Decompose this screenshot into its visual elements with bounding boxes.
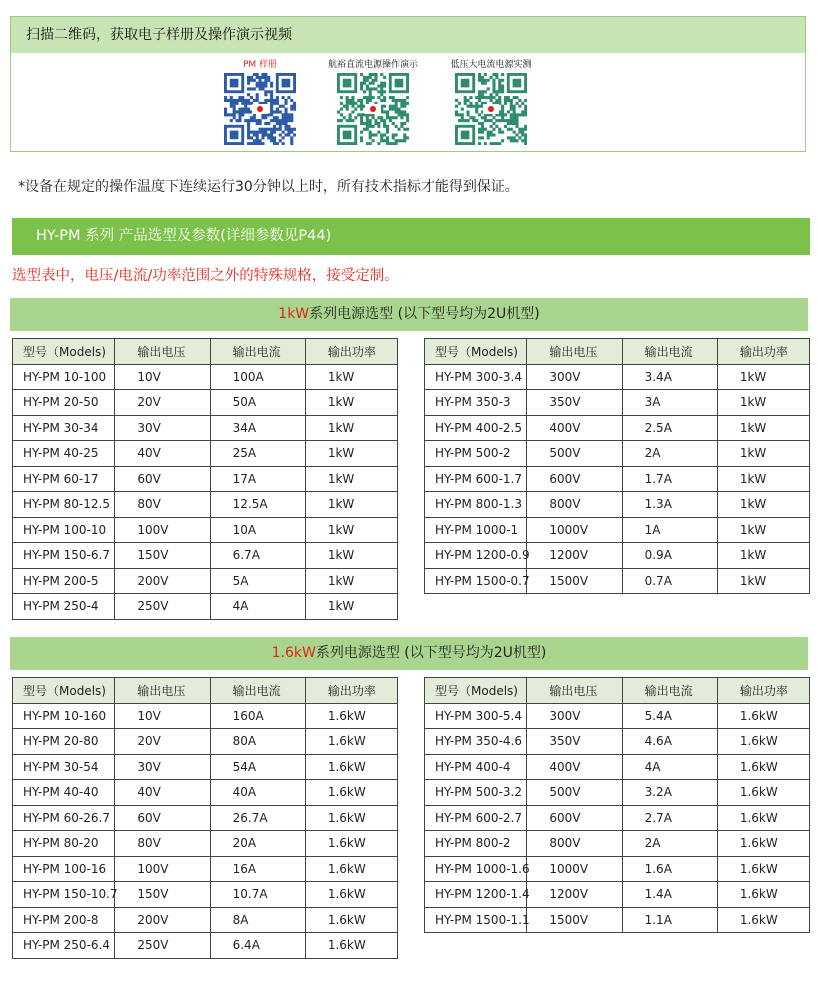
table-row [13, 466, 398, 492]
power-cell: 1kW [305, 492, 397, 518]
table-row [425, 754, 810, 780]
current-cell: 0.7A [622, 568, 717, 594]
table-row [425, 415, 810, 441]
voltage-cell: 1000V [527, 856, 622, 882]
power-cell: 1kW [305, 543, 397, 569]
model-cell: HY-PM 200-5 [13, 568, 115, 594]
model-cell: HY-PM 100-10 [13, 517, 115, 543]
voltage-cell: 20V [115, 390, 210, 416]
current-cell: 1.7A [622, 466, 717, 492]
table-row [13, 543, 398, 569]
current-cell: 160A [210, 703, 305, 729]
power-cell: 1.6kW [717, 831, 809, 857]
voltage-cell: 800V [527, 492, 622, 518]
table-row [425, 703, 810, 729]
table-row [13, 729, 398, 755]
model-cell: HY-PM 60-26.7 [13, 805, 115, 831]
power-cell: 1.6kW [717, 780, 809, 806]
current-cell: 26.7A [210, 805, 305, 831]
voltage-cell: 150V [115, 882, 210, 908]
power-cell: 1.6kW [717, 882, 809, 908]
power-cell: 1kW [717, 415, 809, 441]
power-cell: 1kW [717, 466, 809, 492]
voltage-cell: 600V [527, 466, 622, 492]
current-cell: 4A [210, 594, 305, 620]
power-cell: 1kW [717, 390, 809, 416]
power-cell: 1.6kW [717, 729, 809, 755]
power-label: 1.6kW [271, 645, 316, 661]
voltage-cell: 250V [115, 594, 210, 620]
voltage-cell: 30V [115, 754, 210, 780]
power-cell: 1.6kW [305, 780, 397, 806]
model-cell: HY-PM 200-8 [13, 907, 115, 933]
power-cell: 1kW [717, 492, 809, 518]
current-cell: 40A [210, 780, 305, 806]
model-cell: HY-PM 30-54 [13, 754, 115, 780]
table-row [13, 390, 398, 416]
power-cell: 1.6kW [717, 907, 809, 933]
voltage-cell: 40V [115, 780, 210, 806]
table-row [13, 441, 398, 467]
table-row [425, 492, 810, 518]
header-output-voltage: 输出电压 [115, 678, 210, 704]
current-cell: 4.6A [622, 729, 717, 755]
model-cell: HY-PM 1500-1.1 [425, 907, 527, 933]
current-cell: 6.7A [210, 543, 305, 569]
header-output-current: 输出电流 [210, 339, 305, 365]
header-output-voltage: 输出电压 [527, 339, 622, 365]
model-cell: HY-PM 800-2 [425, 831, 527, 857]
voltage-cell: 200V [115, 907, 210, 933]
power-cell: 1.6kW [717, 856, 809, 882]
model-cell: HY-PM 10-100 [13, 364, 115, 390]
voltage-cell: 10V [115, 364, 210, 390]
table-row [425, 517, 810, 543]
current-cell: 25A [210, 441, 305, 467]
power-cell: 1kW [305, 415, 397, 441]
voltage-cell: 30V [115, 415, 210, 441]
header-output-voltage: 输出电压 [115, 339, 210, 365]
current-cell: 10.7A [210, 882, 305, 908]
model-cell: HY-PM 400-2.5 [425, 415, 527, 441]
table-row [13, 933, 398, 959]
current-cell: 3A [622, 390, 717, 416]
model-cell: HY-PM 80-12.5 [13, 492, 115, 518]
spec-group-1kw [10, 298, 808, 623]
table-row [425, 780, 810, 806]
header-model: 型号（Models) [425, 339, 527, 365]
table-row [13, 882, 398, 908]
current-cell: 80A [210, 729, 305, 755]
header-output-current: 输出电流 [210, 678, 305, 704]
model-cell: HY-PM 1000-1.6 [425, 856, 527, 882]
current-cell: 3.2A [622, 780, 717, 806]
current-cell: 16A [210, 856, 305, 882]
power-cell: 1.6kW [305, 831, 397, 857]
qr-code-icon [337, 73, 409, 145]
power-cell: 1kW [305, 364, 397, 390]
table-row [425, 831, 810, 857]
power-cell: 1kW [305, 517, 397, 543]
current-cell: 1.3A [622, 492, 717, 518]
table-row [13, 492, 398, 518]
model-cell: HY-PM 1200-0.9 [425, 543, 527, 569]
model-cell: HY-PM 600-1.7 [425, 466, 527, 492]
table-row [425, 390, 810, 416]
model-cell: HY-PM 1500-0.7 [425, 568, 527, 594]
voltage-cell: 100V [115, 517, 210, 543]
power-cell: 1kW [305, 441, 397, 467]
model-cell: HY-PM 40-25 [13, 441, 115, 467]
current-cell: 2A [622, 441, 717, 467]
power-cell: 1.6kW [305, 729, 397, 755]
current-cell: 50A [210, 390, 305, 416]
current-cell: 34A [210, 415, 305, 441]
model-cell: HY-PM 20-80 [13, 729, 115, 755]
current-cell: 6.4A [210, 933, 305, 959]
power-cell: 1.6kW [305, 754, 397, 780]
model-cell: HY-PM 1200-1.4 [425, 882, 527, 908]
model-cell: HY-PM 20-50 [13, 390, 115, 416]
header-model: 型号（Models) [13, 339, 115, 365]
model-cell: HY-PM 300-3.4 [425, 364, 527, 390]
voltage-cell: 350V [527, 729, 622, 755]
current-cell: 54A [210, 754, 305, 780]
power-cell: 1kW [717, 517, 809, 543]
table-row [13, 568, 398, 594]
power-cell: 1kW [717, 543, 809, 569]
current-cell: 12.5A [210, 492, 305, 518]
voltage-cell: 500V [527, 780, 622, 806]
spec-group-1-6kw [10, 637, 808, 967]
model-cell: HY-PM 250-4 [13, 594, 115, 620]
table-row [425, 466, 810, 492]
power-cell: 1.6kW [305, 856, 397, 882]
model-cell: HY-PM 150-10.7 [13, 882, 115, 908]
operating-temperature-note: *设备在规定的操作温度下连续运行30分钟以上时，所有技术指标才能得到保证。 [18, 179, 519, 195]
power-cell: 1.6kW [305, 907, 397, 933]
voltage-cell: 400V [527, 754, 622, 780]
current-cell: 8A [210, 907, 305, 933]
voltage-cell: 100V [115, 856, 210, 882]
voltage-cell: 60V [115, 466, 210, 492]
qr-code-icon [455, 73, 527, 145]
model-cell: HY-PM 80-20 [13, 831, 115, 857]
table-row [13, 364, 398, 390]
power-cell: 1kW [717, 441, 809, 467]
voltage-cell: 200V [115, 568, 210, 594]
group-title [10, 298, 808, 331]
current-cell: 5A [210, 568, 305, 594]
table-row [13, 415, 398, 441]
custom-spec-note: 选型表中，电压/电流/功率范围之外的特殊规格，接受定制。 [12, 268, 399, 284]
qr-code-catalog[interactable] [217, 59, 303, 145]
model-cell: HY-PM 10-160 [13, 703, 115, 729]
table-header-row [13, 339, 398, 365]
header-output-voltage: 输出电压 [527, 678, 622, 704]
current-cell: 4A [622, 754, 717, 780]
table-row [13, 856, 398, 882]
voltage-cell: 1000V [527, 517, 622, 543]
table-row [425, 805, 810, 831]
model-cell: HY-PM 500-2 [425, 441, 527, 467]
model-cell: HY-PM 1000-1 [425, 517, 527, 543]
model-cell: HY-PM 100-16 [13, 856, 115, 882]
table-row [13, 754, 398, 780]
table-row [13, 907, 398, 933]
header-model: 型号（Models) [425, 678, 527, 704]
spec-table-left [12, 338, 398, 620]
voltage-cell: 40V [115, 441, 210, 467]
power-cell: 1.6kW [305, 933, 397, 959]
current-cell: 10A [210, 517, 305, 543]
voltage-cell: 600V [527, 805, 622, 831]
model-cell: HY-PM 60-17 [13, 466, 115, 492]
model-cell: HY-PM 500-3.2 [425, 780, 527, 806]
qr-caption: 低压大电流电源实测 [450, 60, 532, 70]
header-output-power: 输出功率 [305, 678, 397, 704]
current-cell: 0.9A [622, 543, 717, 569]
power-cell: 1kW [717, 568, 809, 594]
qr-panel-title: 扫描二维码，获取电子样册及操作演示视频 [11, 17, 805, 53]
model-cell: HY-PM 40-40 [13, 780, 115, 806]
group-title-text: 系列电源选型 (以下型号均为2U机型) [315, 645, 547, 661]
header-model: 型号（Models) [13, 678, 115, 704]
current-cell: 100A [210, 364, 305, 390]
table-row [425, 907, 810, 933]
table-row [13, 780, 398, 806]
voltage-cell: 350V [527, 390, 622, 416]
spec-table-right [424, 338, 810, 594]
table-row [425, 856, 810, 882]
table-row [13, 703, 398, 729]
qr-code-icon [224, 73, 296, 145]
voltage-cell: 800V [527, 831, 622, 857]
voltage-cell: 10V [115, 703, 210, 729]
current-cell: 1.4A [622, 882, 717, 908]
qr-code-panel [10, 16, 806, 152]
qr-code-test-video[interactable] [441, 59, 541, 145]
power-cell: 1.6kW [717, 754, 809, 780]
power-cell: 1.6kW [305, 882, 397, 908]
current-cell: 2.5A [622, 415, 717, 441]
table-row [13, 831, 398, 857]
voltage-cell: 60V [115, 805, 210, 831]
power-cell: 1.6kW [717, 805, 809, 831]
current-cell: 17A [210, 466, 305, 492]
table-row [425, 441, 810, 467]
qr-caption: 航裕直流电源操作演示 [327, 60, 418, 70]
voltage-cell: 1200V [527, 543, 622, 569]
current-cell: 5.4A [622, 703, 717, 729]
spec-table-left [12, 677, 398, 959]
table-row [425, 364, 810, 390]
table-row [425, 543, 810, 569]
power-cell: 1.6kW [305, 703, 397, 729]
voltage-cell: 150V [115, 543, 210, 569]
current-cell: 2A [622, 831, 717, 857]
model-cell: HY-PM 350-3 [425, 390, 527, 416]
model-cell: HY-PM 800-1.3 [425, 492, 527, 518]
current-cell: 3.4A [622, 364, 717, 390]
voltage-cell: 250V [115, 933, 210, 959]
current-cell: 2.7A [622, 805, 717, 831]
table-row [13, 805, 398, 831]
voltage-cell: 400V [527, 415, 622, 441]
power-cell: 1kW [305, 568, 397, 594]
power-cell: 1.6kW [717, 703, 809, 729]
voltage-cell: 1500V [527, 907, 622, 933]
voltage-cell: 20V [115, 729, 210, 755]
group-title [10, 637, 808, 670]
voltage-cell: 300V [527, 364, 622, 390]
header-output-current: 输出电流 [622, 339, 717, 365]
table-header-row [425, 339, 810, 365]
model-cell: HY-PM 400-4 [425, 754, 527, 780]
power-cell: 1kW [305, 466, 397, 492]
voltage-cell: 300V [527, 703, 622, 729]
table-row [13, 594, 398, 620]
power-label: 1kW [278, 306, 310, 322]
table-row [425, 882, 810, 908]
voltage-cell: 80V [115, 492, 210, 518]
table-header-row [425, 678, 810, 704]
power-cell: 1kW [305, 390, 397, 416]
current-cell: 20A [210, 831, 305, 857]
table-row [425, 729, 810, 755]
model-cell: HY-PM 350-4.6 [425, 729, 527, 755]
header-output-current: 输出电流 [622, 678, 717, 704]
voltage-cell: 500V [527, 441, 622, 467]
header-output-power: 输出功率 [717, 678, 809, 704]
table-row [13, 517, 398, 543]
table-row [425, 568, 810, 594]
qr-code-operation-demo[interactable] [323, 59, 423, 145]
voltage-cell: 80V [115, 831, 210, 857]
header-output-power: 输出功率 [717, 339, 809, 365]
table-header-row [13, 678, 398, 704]
header-output-power: 输出功率 [305, 339, 397, 365]
current-cell: 1.6A [622, 856, 717, 882]
power-cell: 1kW [305, 594, 397, 620]
model-cell: HY-PM 600-2.7 [425, 805, 527, 831]
qr-caption: PM 样册 [242, 60, 278, 70]
power-cell: 1.6kW [305, 805, 397, 831]
model-cell: HY-PM 250-6.4 [13, 933, 115, 959]
model-cell: HY-PM 300-5.4 [425, 703, 527, 729]
current-cell: 1.1A [622, 907, 717, 933]
voltage-cell: 1500V [527, 568, 622, 594]
spec-table-right [424, 677, 810, 933]
group-title-text: 系列电源选型 (以下型号均为2U机型) [309, 306, 540, 322]
current-cell: 1A [622, 517, 717, 543]
model-cell: HY-PM 30-34 [13, 415, 115, 441]
model-cell: HY-PM 150-6.7 [13, 543, 115, 569]
voltage-cell: 1200V [527, 882, 622, 908]
power-cell: 1kW [717, 364, 809, 390]
section-title: HY-PM 系列 产品选型及参数(详细参数见P44) [12, 218, 810, 255]
